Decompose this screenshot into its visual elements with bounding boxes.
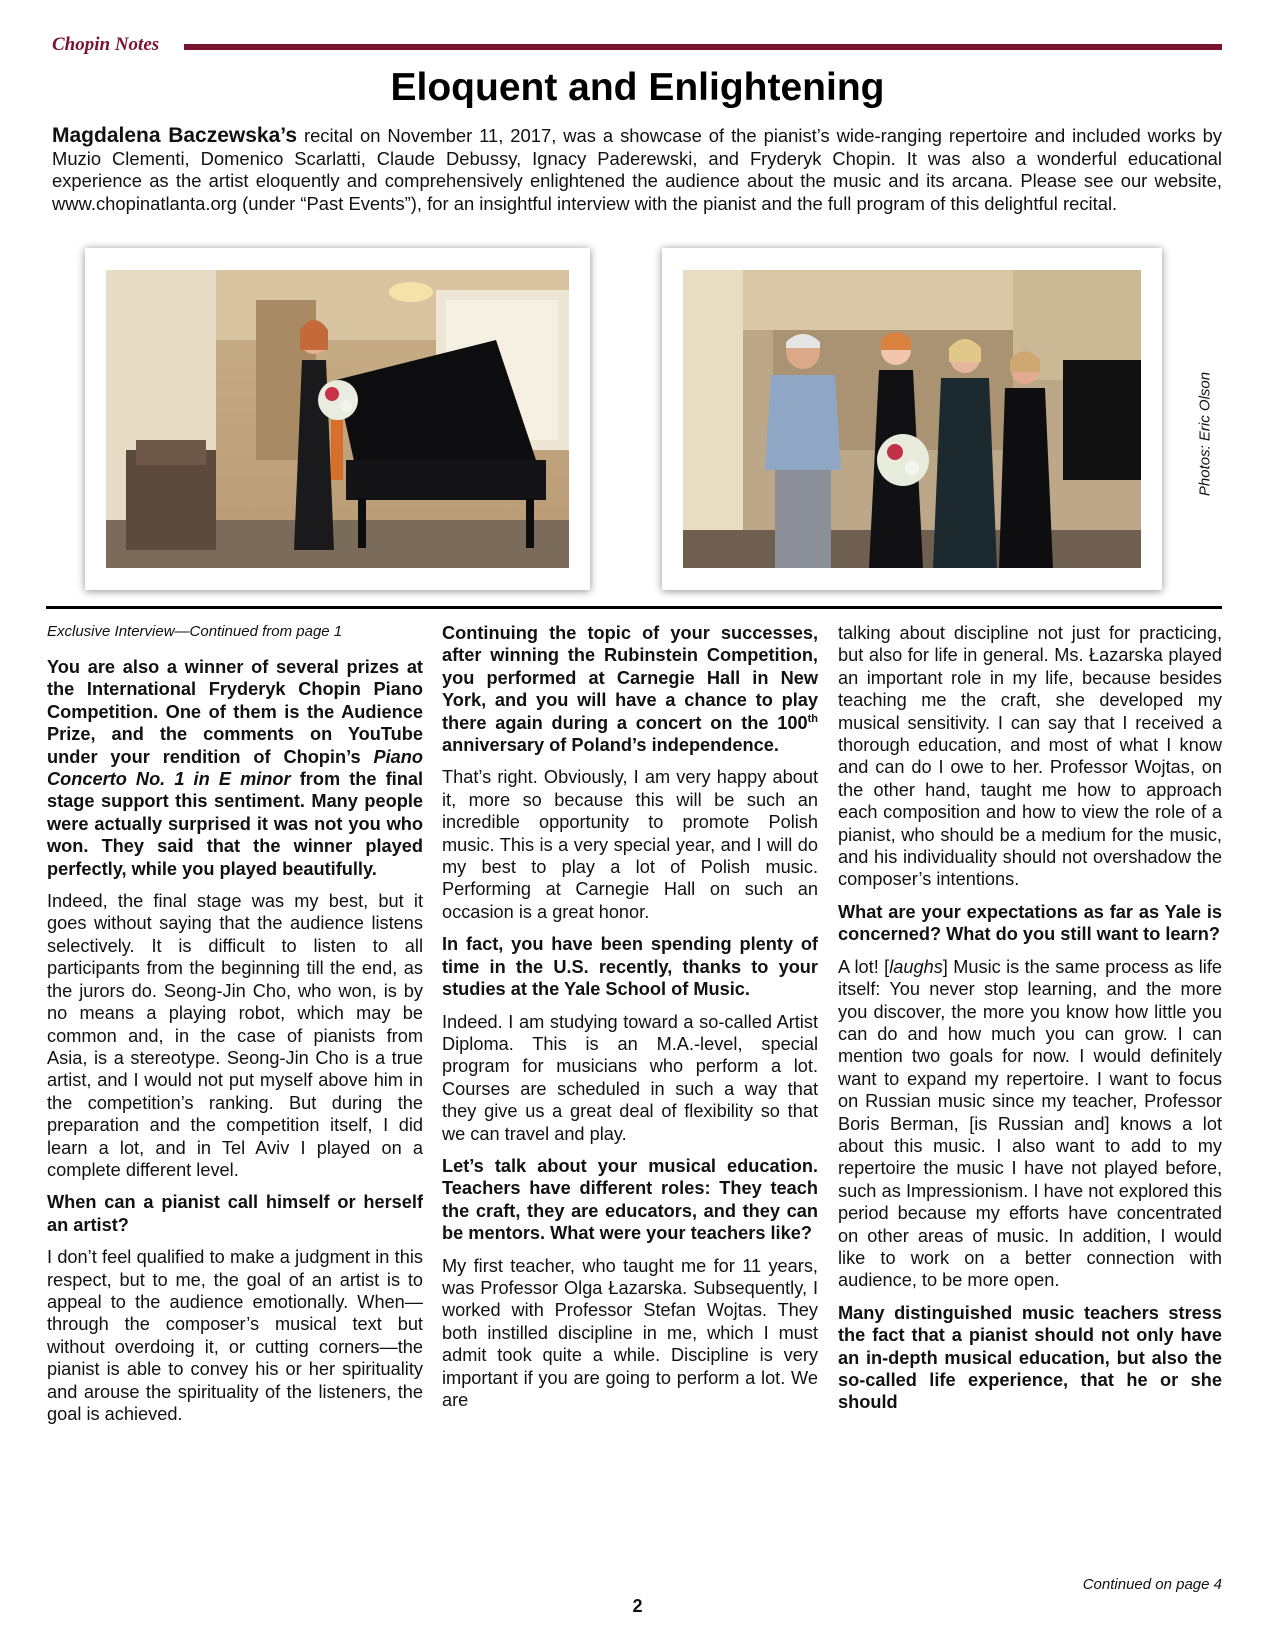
- question-text: from the final stage support this sentiment. Many people were actually surprised it was not you who won. They said that the winner played perfectly, while you played beautifully.: [47, 769, 423, 879]
- interview-question: Many distinguished music teachers stress the fact that a pianist should not only have an in-depth musical education, but also the so-called life experience, that he or she should: [838, 1302, 1222, 1413]
- pianist-name: Magdalena Baczewska’s: [52, 124, 298, 147]
- answer-text: A lot! [: [838, 956, 890, 977]
- section-divider: [46, 606, 1222, 609]
- running-header: [52, 34, 1222, 64]
- intro-paragraph: [52, 125, 1222, 215]
- column-2: [442, 622, 818, 1550]
- continuation-kicker: Exclusive Interview—Continued from page 1: [47, 623, 343, 640]
- photo-pianist-at-piano: [85, 248, 590, 590]
- interview-answer: talking about discipline not just for practicing, but also for life in general. Ms. Łazarska played an important role in my life, because besides teaching me the craft, she developed my musical sensitivity. I can say that I received a thorough education, and most of what I know and can do I owe to her. Professor Wojtas, on the other hand, taught me how to approach each composition and how to view the role of a pianist, who should be a medium for the music, and his individuality should not overshadow the composer’s intentions.: [838, 623, 1222, 890]
- photo-image-left: [106, 270, 569, 568]
- ordinal-suffix: th: [807, 712, 818, 725]
- newsletter-name: Chopin Notes: [52, 34, 160, 55]
- question-text: You are also a winner of several prizes at the International Fryderyk Chopin Piano Competition. One of them is the Audience Prize, and the comments on YouTube under your rendition of Chopin’s: [47, 657, 423, 767]
- column-3: [838, 622, 1222, 1550]
- photo-illustration-right: [683, 270, 1141, 568]
- header-rule: [184, 44, 1222, 50]
- interview-question: [47, 656, 423, 880]
- interview-question: What are your expectations as far as Yale is concerned? What do you still want to learn?: [838, 901, 1222, 945]
- interview-answer: Indeed, the final stage was my best, but it goes without saying that the audience listens selectively. It is difficult to listen to all participants from the beginning till the end, as the jurors do. Seong-Jin Cho, who won, is by no means a playing robot, which may be common and, in the case of pianists from Asia, is a stereotype. Seong-Jin Cho is a true artist, and I would not put myself above him in the competition’s ranking. But during the preparation and the competition itself, I did learn a lot, and in Tel Aviv I played on a complete different level.: [47, 891, 423, 1180]
- column-1: [47, 622, 423, 1550]
- page-number: 2: [632, 1596, 643, 1616]
- photo-illustration-left: [106, 270, 569, 568]
- stage-direction: laughs: [889, 956, 943, 977]
- interview-answer: Indeed. I am studying toward a so-called Artist Diploma. This is an M.A.-level, special program for musicians who perform a lot. Courses are scheduled in such a way that they give us a great deal of flexibility so that we can travel and play.: [442, 1011, 818, 1144]
- interview-answer: My first teacher, who taught me for 11 years, was Professor Olga Łazarska. Subsequently, I worked with Professor Stefan Wojtas. They both instilled discipline in me, which I must admit took quite a while. Discipline is very important if you are going to perform a lot. We are: [442, 1255, 818, 1410]
- continued-note: Continued on page 4: [1082, 1576, 1222, 1593]
- answer-text: ] Music is the same process as life itself: You never stop learning, and the more you discover, the more you know how little you can do and how much you can grow. I can mention two goals for now. I would definitely want to expand my repertoire. I want to focus on Russian music since my teacher, Professor Boris Berman, [is Russian and] knows a lot about this music. I also want to add to my repertoire the music I have not played before, such as Impressionism. I have not explored this period because my efforts have concentrated on other areas of music. In addition, I would like to work on a better connection with audience, to be more open.: [838, 956, 1222, 1291]
- interview-question: In fact, you have been spending plenty of time in the U.S. recently, thanks to your studies at the Yale School of Music.: [442, 934, 818, 1000]
- interview-answer: I don’t feel qualified to make a judgment in this respect, but to me, the goal of an artist is to appeal to the audience emotionally. When—through the composer’s musical text but without overdoing it, or cutting corners—the pianist is able to convey his or her spirituality and arouse the spirituality of the listeners, the goal is achieved.: [47, 1247, 423, 1424]
- work-title: Piano Concerto No. 1 in E minor: [47, 746, 423, 790]
- question-text: Continuing the topic of your successes, after winning the Rubinstein Competition, you performed at Carnegie Hall in New York, and you will have a chance to play there again during a concert on the 100: [442, 623, 818, 733]
- interview-answer: [838, 956, 1222, 1292]
- photo-credit-text: Photos: Eric Olson: [1196, 371, 1214, 497]
- photo-image-right: [683, 270, 1141, 568]
- question-text: anniversary of Poland’s independence.: [442, 735, 779, 756]
- interview-answer: That’s right. Obviously, I am very happy about it, more so because this will be such an incredible opportunity to promote Polish music. This is a very special year, and I will do my best to play a lot of Polish music. Performing at Carnegie Hall on such an occasion is a great honor.: [442, 767, 818, 922]
- intro-text: recital on November 11, 2017, was a showcase of the pianist’s wide-ranging repertoire and included works by Muzio Clementi, Domenico Scarlatti, Claude Debussy, Ignacy Paderewski, and Fryderyk Chopin. It was also a wonderful educational experience as the artist eloquently and comprehensively enlightened the audience about the music and its arcana. Please see our website, www.chopinatlanta.org (under “Past Events”), for an insightful interview with the pianist and the full program of this delightful recital.: [52, 125, 1223, 214]
- photo-pianist-with-group: [662, 248, 1162, 590]
- interview-question: [442, 622, 818, 756]
- article-title: Eloquent and Enlightening: [390, 66, 885, 109]
- interview-question: When can a pianist call himself or herself an artist?: [47, 1192, 423, 1235]
- interview-question: Let’s talk about your musical education. Teachers have different roles: They teach the craft, they are educators, and they can be mentors. What were your teachers like?: [442, 1155, 818, 1244]
